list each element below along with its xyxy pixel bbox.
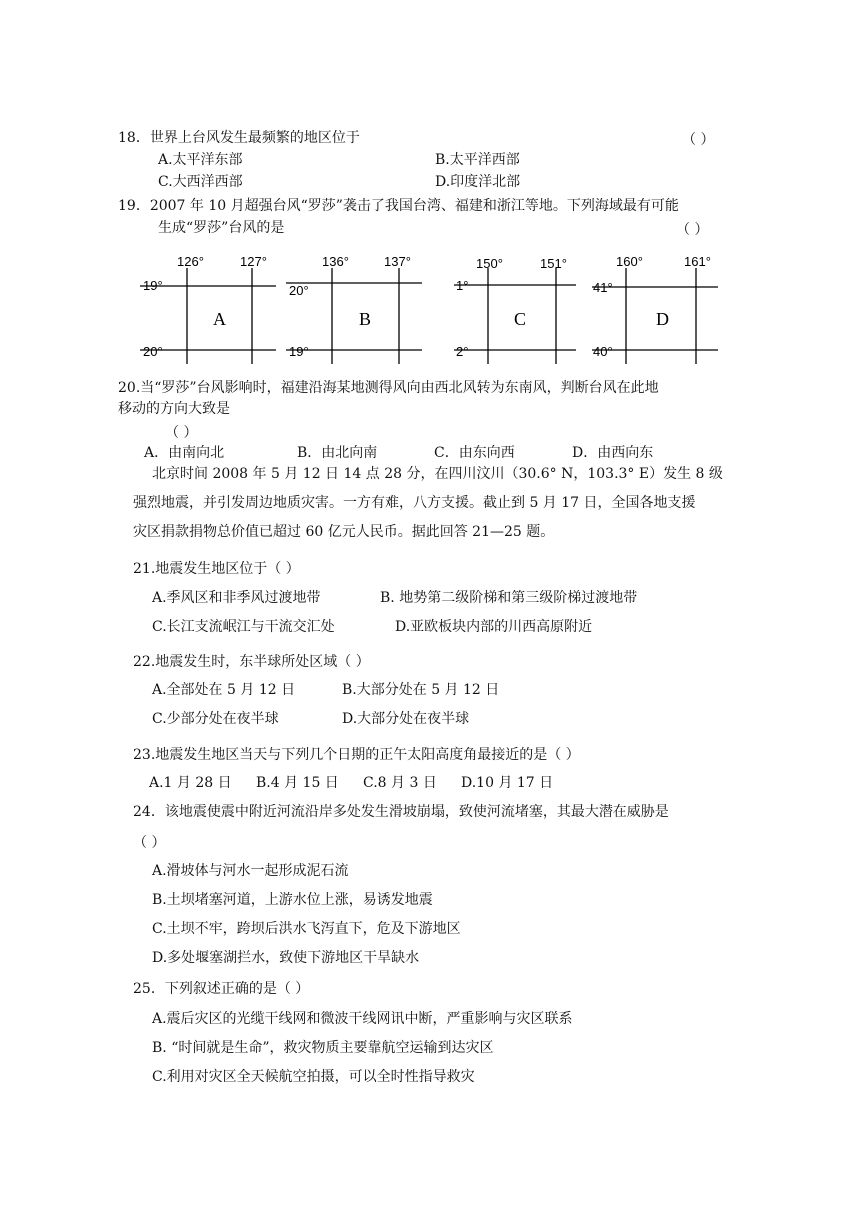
q20-answer-paren: （ ）: [165, 425, 198, 441]
q19-stem-line1: 19．2007 年 10 月超强台风“罗莎”袭击了我国台湾、福建和浙江等地。下列海域最有可能: [118, 198, 679, 214]
q22-option-c: C.少部分处在夜半球: [152, 711, 279, 727]
grid-d-letter: D: [656, 309, 669, 329]
q21-option-c: C.长江支流岷江与干流交汇处: [152, 619, 335, 635]
grid-a-longitude-right: 127°: [240, 254, 267, 269]
q22-option-a: A.全部处在 5 月 12 日: [152, 682, 296, 698]
q23-option-b: B.4 月 15 日: [256, 775, 339, 791]
grid-a-letter: A: [213, 309, 226, 329]
q25-option-a: A.震后灾区的光缆干线网和微波干线网讯中断，严重影响与灾区联系: [152, 1011, 573, 1027]
q23-option-d: D.10 月 17 日: [461, 775, 554, 791]
q24-option-d: D.多处堰塞湖拦水，致使下游地区干旱缺水: [152, 950, 420, 966]
q22-stem: 22.地震发生时，东半球所处区域（ ）: [133, 654, 370, 670]
q18-stem: 18．世界上台风发生最频繁的地区位于: [118, 130, 360, 146]
q23-option-a: A.1 月 28 日: [149, 775, 232, 791]
q22-option-b: B.大部分处在 5 月 12 日: [342, 682, 500, 698]
grid-c-latitude-bottom: 2°: [456, 344, 469, 359]
q18-option-d: D.印度洋北部: [435, 174, 521, 190]
grid-diagram-b: [286, 250, 426, 365]
grid-diagram-a: [140, 250, 280, 365]
q24-option-b: B.土坝堵塞河道，上游水位上涨，易诱发地震: [152, 892, 433, 908]
q25-stem: 25．下列叙述正确的是（ ）: [133, 981, 310, 997]
q24-option-c: C.土坝不牢，跨坝后洪水飞泻直下，危及下游地区: [152, 921, 461, 937]
grid-d-latitude-top: 41°: [593, 280, 613, 295]
grid-diagram-d: [590, 250, 722, 365]
grid-b-longitude-left: 136°: [322, 254, 349, 269]
q23-stem: 23.地震发生地区当天与下列几个日期的正午太阳高度角最接近的是（ ）: [133, 747, 580, 763]
q20-option-a: A．由南向北: [144, 445, 225, 461]
q25-option-b: B. “时间就是生命”，救灾物质主要靠航空运输到达灾区: [152, 1040, 494, 1056]
grid-a-latitude-bottom: 20°: [143, 344, 163, 359]
q21-option-a: A.季风区和非季风过渡地带: [152, 590, 321, 606]
q24-option-a: A.滑坡体与河水一起形成泥石流: [152, 863, 349, 879]
q19-answer-paren: （ ）: [676, 222, 709, 238]
q24-stem: 24．该地震使震中附近河流沿岸多处发生滑坡崩塌，致使河流堵塞，其最大潜在威胁是: [133, 804, 669, 820]
q25-option-c: C.利用对灾区全天候航空拍摄，可以全时性指导救灾: [152, 1069, 475, 1085]
q20-stem-line1: 20.当“罗莎”台风影响时，福建沿海某地测得风向由西北风转为东南风，判断台风在此地: [118, 380, 659, 396]
grid-d-latitude-bottom: 40°: [593, 344, 613, 359]
grid-a-latitude-top: 19°: [143, 278, 163, 293]
grid-c-letter: C: [514, 309, 527, 329]
grid-c-latitude-top: 1°: [456, 278, 469, 293]
grid-b-latitude-bottom: 19°: [289, 344, 309, 359]
q18-option-c: C.大西洋西部: [158, 174, 243, 190]
q22-option-d: D.大部分处在夜半球: [342, 711, 470, 727]
q20-stem-line2: 移动的方向大致是: [118, 401, 230, 417]
grid-diagram-c: [452, 250, 582, 365]
q21-stem: 21.地震发生地区位于（ ）: [133, 561, 300, 577]
q19-stem-line2: 生成“罗莎”台风的是: [158, 220, 285, 236]
q23-option-c: C.8 月 3 日: [363, 775, 437, 791]
q21-option-d: D.亚欧板块内部的川西高原附近: [395, 619, 593, 635]
passage-line2: 强烈地震，并引发周边地质灾害。一方有难，八方支援。截止到 5 月 17 日，全国各地支援: [133, 495, 696, 511]
grid-c-longitude-left: 150°: [476, 256, 503, 271]
q20-option-c: C．由东向西: [434, 445, 515, 461]
q18-answer-paren: （ ）: [682, 132, 715, 148]
q18-option-a: A.太平洋东部: [158, 152, 243, 168]
grid-c-longitude-right: 151°: [540, 256, 567, 271]
q18-option-b: B.太平洋西部: [435, 152, 520, 168]
grid-b-latitude-top: 20°: [289, 283, 309, 298]
q21-option-b: B. 地势第二级阶梯和第三级阶梯过渡地带: [380, 590, 638, 606]
grid-d-longitude-right: 161°: [684, 254, 711, 269]
passage-line1: 北京时间 2008 年 5 月 12 日 14 点 28 分，在四川汶川（30.6° N，103.3° E）发生 8 级: [152, 466, 723, 482]
grid-b-longitude-right: 137°: [384, 254, 411, 269]
grid-b-letter: B: [359, 309, 372, 329]
grid-d-longitude-left: 160°: [616, 254, 643, 269]
q20-option-b: B．由北向南: [297, 445, 378, 461]
grid-a-longitude-left: 126°: [177, 254, 204, 269]
q20-option-d: D．由西向东: [572, 445, 654, 461]
passage-line3: 灾区捐款捐物总价值已超过 60 亿元人民币。据此回答 21—25 题。: [133, 524, 555, 540]
q24-answer-paren: （ ）: [133, 835, 166, 851]
